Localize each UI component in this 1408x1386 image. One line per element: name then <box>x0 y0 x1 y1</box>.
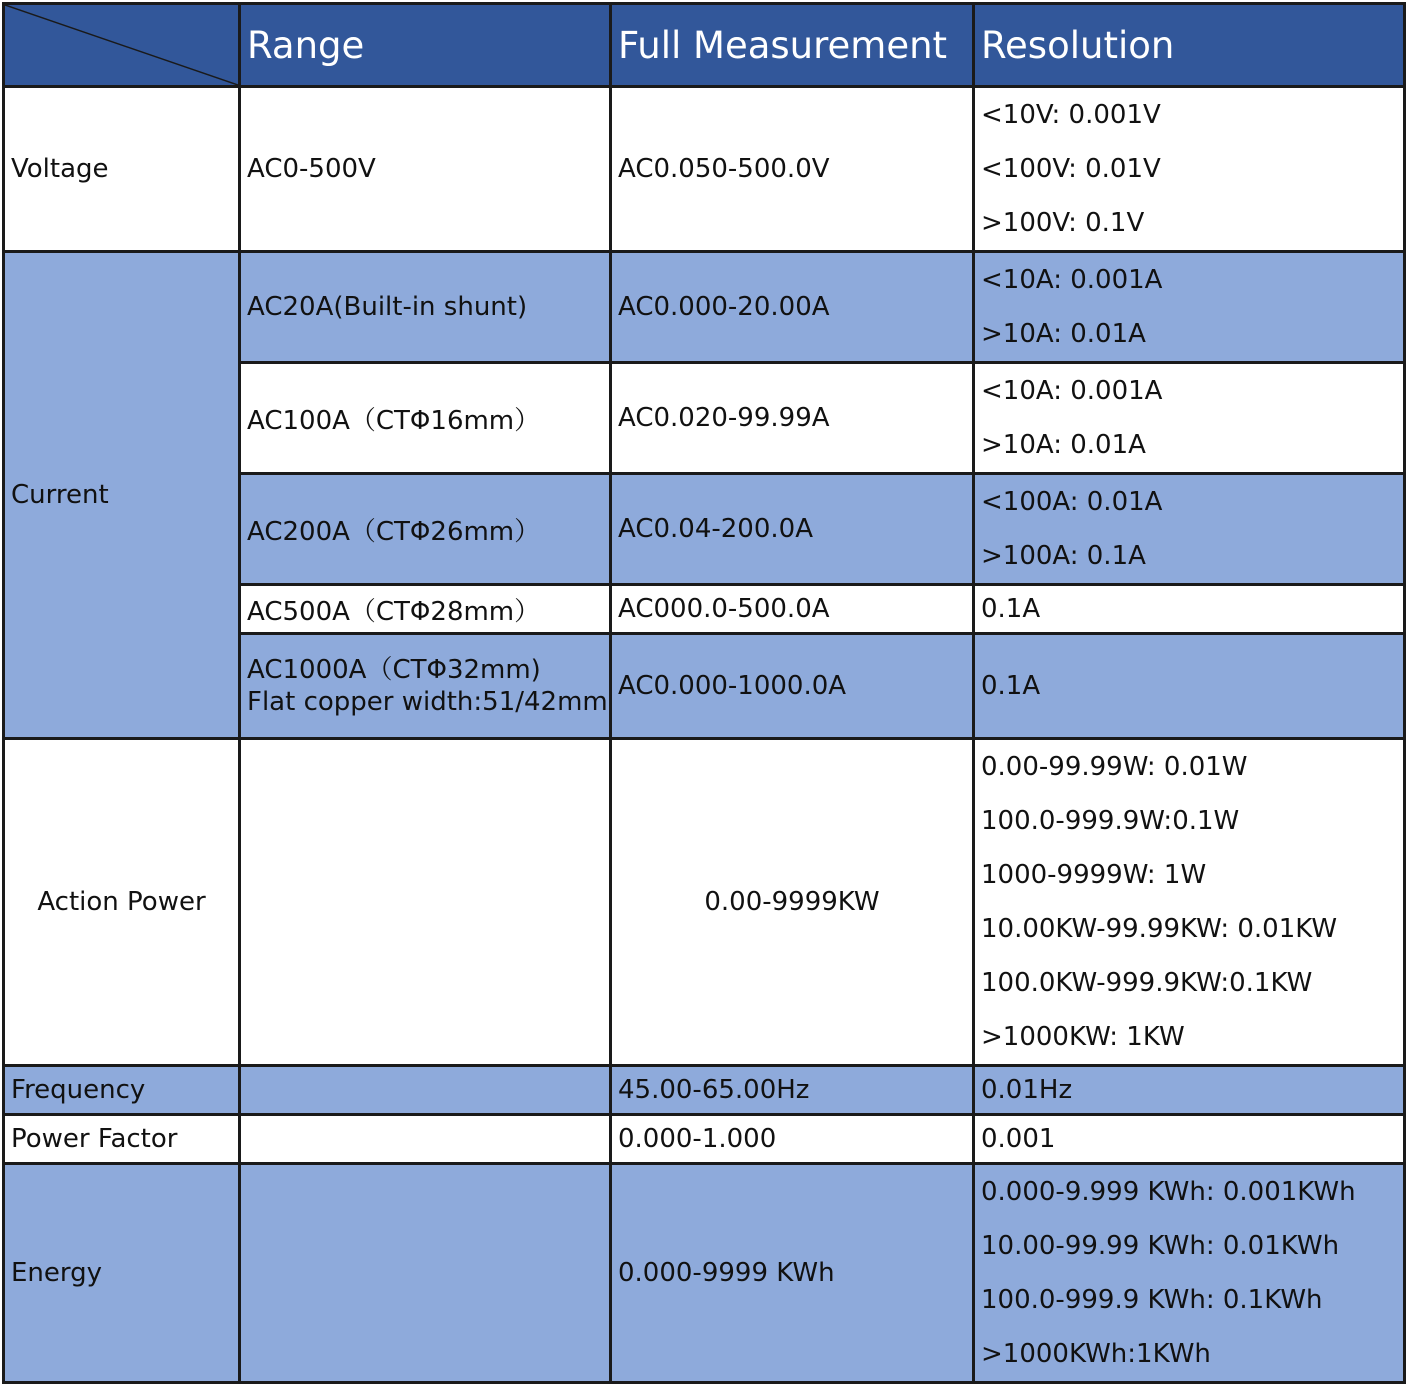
energy-full: 0.000-9999 KWh <box>611 1164 974 1383</box>
action-power-resolution <box>974 739 1405 1066</box>
current-full-100a: AC0.020-99.99A <box>611 363 974 474</box>
action-power-res-4: 10.00KW-99.99KW: 0.01KW <box>981 914 1338 944</box>
power-factor-label: Power Factor <box>4 1115 240 1164</box>
action-power-res-1: 0.00-99.99W: 0.01W <box>981 752 1248 782</box>
current-full-200a: AC0.04-200.0A <box>611 474 974 585</box>
current-res-200a-1: <100A: 0.01A <box>981 487 1163 517</box>
action-power-full: 0.00-9999KW <box>611 739 974 1066</box>
voltage-res-3: >100V: 0.1V <box>981 208 1145 238</box>
current-full-20a: AC0.000-20.00A <box>611 252 974 363</box>
power-factor-range <box>240 1115 611 1164</box>
diagonal-line <box>5 5 238 85</box>
current-full-500a: AC000.0-500.0A <box>611 585 974 634</box>
current-res-20a-2: >10A: 0.01A <box>981 319 1146 349</box>
frequency-full: 45.00-65.00Hz <box>611 1066 974 1115</box>
frequency-range <box>240 1066 611 1115</box>
current-range-1000a <box>240 634 611 739</box>
current-res-500a: 0.1A <box>974 585 1405 634</box>
current-range-20a: AC20A(Built-in shunt) <box>240 252 611 363</box>
header-row <box>4 4 1405 87</box>
header-range: Range <box>240 4 611 87</box>
action-power-res-6: >1000KW: 1KW <box>981 1022 1185 1052</box>
power-factor-full: 0.000-1.000 <box>611 1115 974 1164</box>
current-range-500a: AC500A（CTΦ28mm） <box>240 585 611 634</box>
current-resolution-100a <box>974 363 1405 474</box>
energy-res-1: 0.000-9.999 KWh: 0.001KWh <box>981 1177 1356 1207</box>
current-range-1000a-line1: AC1000A（CTΦ32mm) <box>247 655 541 685</box>
current-res-100a-2: >10A: 0.01A <box>981 430 1146 460</box>
current-range-100a: AC100A（CTΦ16mm） <box>240 363 611 474</box>
current-label: Current <box>4 252 240 739</box>
energy-res-3: 100.0-999.9 KWh: 0.1KWh <box>981 1285 1323 1315</box>
action-power-row <box>4 739 1405 1066</box>
current-row-20a <box>4 252 1405 363</box>
current-full-1000a: AC0.000-1000.0A <box>611 634 974 739</box>
energy-range <box>240 1164 611 1383</box>
voltage-res-1: <10V: 0.001V <box>981 100 1161 130</box>
current-range-1000a-line2: Flat copper width:51/42mm <box>247 687 608 717</box>
current-res-100a-1: <10A: 0.001A <box>981 376 1163 406</box>
energy-row <box>4 1164 1405 1383</box>
current-res-1000a: 0.1A <box>974 634 1405 739</box>
voltage-label: Voltage <box>4 87 240 252</box>
action-power-res-3: 1000-9999W: 1W <box>981 860 1207 890</box>
voltage-range: AC0-500V <box>240 87 611 252</box>
action-power-range <box>240 739 611 1066</box>
energy-res-4: >1000KWh:1KWh <box>981 1339 1211 1369</box>
energy-label: Energy <box>4 1164 240 1383</box>
spec-table <box>2 2 1406 1384</box>
frequency-resolution: 0.01Hz <box>974 1066 1405 1115</box>
frequency-label: Frequency <box>4 1066 240 1115</box>
power-factor-resolution: 0.001 <box>974 1115 1405 1164</box>
current-res-20a-1: <10A: 0.001A <box>981 265 1163 295</box>
voltage-full: AC0.050-500.0V <box>611 87 974 252</box>
current-range-200a: AC200A（CTΦ26mm） <box>240 474 611 585</box>
voltage-resolution <box>974 87 1405 252</box>
energy-resolution <box>974 1164 1405 1383</box>
action-power-label: Action Power <box>4 739 240 1066</box>
voltage-row <box>4 87 1405 252</box>
current-resolution-20a <box>974 252 1405 363</box>
header-full-measurement: Full Measurement <box>611 4 974 87</box>
voltage-res-2: <100V: 0.01V <box>981 154 1161 184</box>
current-res-200a-2: >100A: 0.1A <box>981 541 1146 571</box>
header-resolution: Resolution <box>974 4 1405 87</box>
power-factor-row <box>4 1115 1405 1164</box>
action-power-res-2: 100.0-999.9W:0.1W <box>981 806 1240 836</box>
energy-res-2: 10.00-99.99 KWh: 0.01KWh <box>981 1231 1340 1261</box>
corner-cell <box>4 4 240 87</box>
frequency-row <box>4 1066 1405 1115</box>
current-resolution-200a <box>974 474 1405 585</box>
action-power-res-5: 100.0KW-999.9KW:0.1KW <box>981 968 1313 998</box>
